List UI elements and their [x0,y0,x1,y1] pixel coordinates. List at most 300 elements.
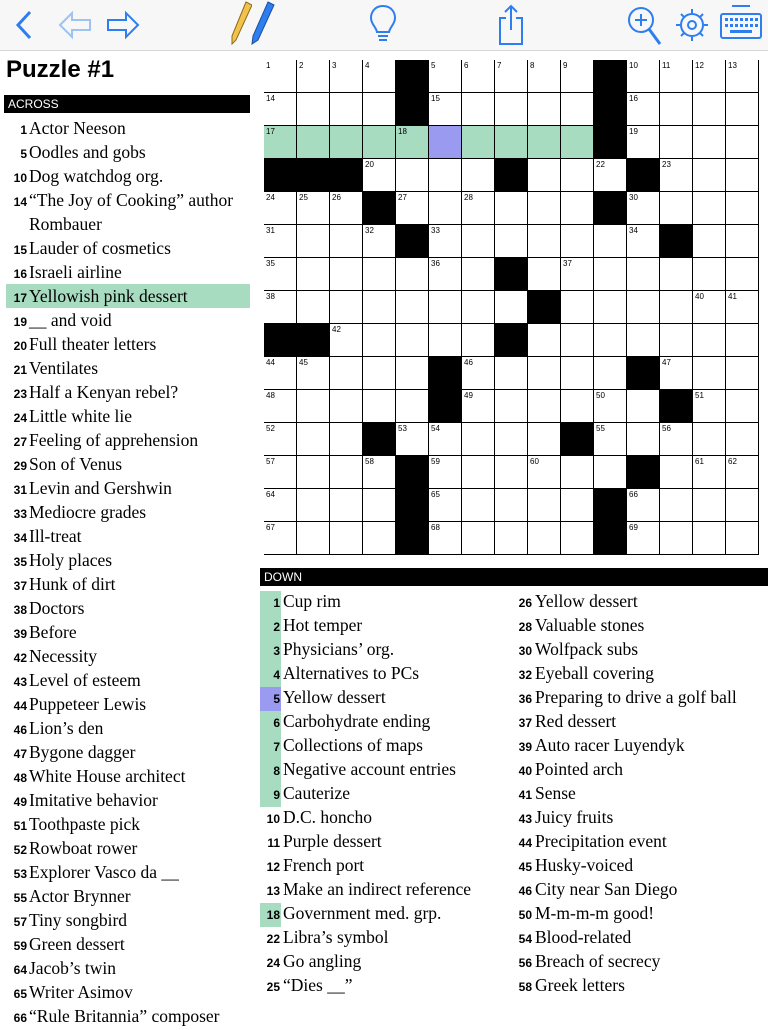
grid-cell[interactable] [330,357,363,390]
grid-cell[interactable] [660,357,693,390]
grid-cell[interactable] [627,423,660,456]
grid-cell[interactable] [660,192,693,225]
grid-cell[interactable] [264,126,297,159]
grid-cell[interactable] [693,423,726,456]
grid-cell[interactable] [726,357,759,390]
grid-cell[interactable] [429,324,462,357]
grid-cell[interactable] [561,126,594,159]
grid-cell[interactable] [396,126,429,159]
grid-cell[interactable] [561,192,594,225]
grid-cell[interactable] [462,522,495,555]
pen-icon[interactable] [244,0,276,50]
down-clue-58[interactable] [512,973,768,997]
across-clue-33[interactable] [6,500,250,524]
down-clue-8[interactable] [260,757,510,781]
grid-cell[interactable] [660,93,693,126]
grid-cell[interactable] [330,324,363,357]
grid-cell[interactable] [660,489,693,522]
grid-cell[interactable] [528,390,561,423]
across-clue-49[interactable] [6,788,250,812]
grid-cell[interactable] [462,456,495,489]
down-clue-24[interactable] [260,949,510,973]
across-clue-35[interactable] [6,548,250,572]
grid-cell[interactable] [429,225,462,258]
across-clue-64[interactable] [6,956,250,980]
redo-arrow-icon[interactable] [104,0,142,50]
grid-cell[interactable] [627,60,660,93]
down-clue-50[interactable] [512,901,768,925]
grid-cell[interactable] [561,390,594,423]
grid-cell[interactable] [594,357,627,390]
down-clue-46[interactable] [512,877,768,901]
grid-cell[interactable] [429,258,462,291]
grid-cell[interactable] [693,489,726,522]
across-clue-19[interactable] [6,308,250,332]
across-clue-51[interactable] [6,812,250,836]
grid-cell[interactable] [726,456,759,489]
down-clue-41[interactable] [512,781,768,805]
grid-cell[interactable] [297,126,330,159]
across-clue-23[interactable] [6,380,250,404]
down-clue-2[interactable] [260,613,510,637]
down-clue-7[interactable] [260,733,510,757]
grid-cell[interactable] [330,126,363,159]
grid-cell[interactable] [726,324,759,357]
grid-cell[interactable] [693,324,726,357]
grid-cell[interactable] [429,423,462,456]
grid-cell[interactable] [594,324,627,357]
across-clue-14[interactable] [6,188,250,236]
grid-cell[interactable] [462,390,495,423]
grid-cell[interactable] [264,423,297,456]
grid-cell[interactable] [330,456,363,489]
grid-cell[interactable] [561,258,594,291]
grid-cell[interactable] [330,93,363,126]
grid-cell[interactable] [594,291,627,324]
grid-cell[interactable] [627,225,660,258]
grid-cell[interactable] [528,522,561,555]
grid-cell[interactable] [693,456,726,489]
grid-cell[interactable] [264,60,297,93]
grid-cell[interactable] [462,60,495,93]
clue-number: 56 [518,956,532,970]
grid-cell[interactable] [627,126,660,159]
grid-cell[interactable] [396,390,429,423]
grid-cell[interactable] [495,60,528,93]
down-clue-13[interactable] [260,877,510,901]
across-clue-43[interactable] [6,668,250,692]
grid-cell[interactable] [627,390,660,423]
down-clue-44[interactable] [512,829,768,853]
grid-cell[interactable] [627,324,660,357]
grid-cell[interactable] [726,489,759,522]
grid-cell[interactable] [561,324,594,357]
grid-cell[interactable] [297,456,330,489]
cell-number: 15 [431,94,440,103]
block-cell [264,324,297,357]
across-clue-34[interactable] [6,524,250,548]
grid-cell[interactable] [429,291,462,324]
grid-cell[interactable] [297,291,330,324]
across-clue-29[interactable] [6,452,250,476]
grid-cell[interactable] [627,258,660,291]
grid-cell[interactable] [495,357,528,390]
grid-cell[interactable] [396,258,429,291]
grid-cell[interactable] [363,489,396,522]
clue-text: Make an indirect reference [283,879,472,899]
share-icon[interactable] [496,0,526,50]
grid-cell[interactable] [264,456,297,489]
grid-cell[interactable] [561,60,594,93]
across-clue-15[interactable] [6,236,250,260]
grid-cell[interactable] [726,390,759,423]
across-clue-55[interactable] [6,884,250,908]
grid-cell[interactable] [297,60,330,93]
hint-lightbulb-icon[interactable] [366,0,400,50]
across-clue-52[interactable] [6,836,250,860]
down-clue-9[interactable] [260,781,510,805]
grid-cell[interactable] [462,225,495,258]
grid-cell[interactable] [462,489,495,522]
grid-cell[interactable] [429,456,462,489]
clue-number: 47 [13,747,27,761]
grid-cell[interactable] [396,423,429,456]
grid-cell[interactable] [660,258,693,291]
grid-cell[interactable] [495,126,528,159]
cell-number: 19 [629,127,638,136]
across-clue-37[interactable] [6,572,250,596]
cell-number: 64 [266,490,275,499]
across-clue-1[interactable] [6,116,250,140]
down-clue-25[interactable] [260,973,510,997]
grid-cell[interactable] [363,93,396,126]
down-clue-28[interactable] [512,613,768,637]
grid-cell[interactable] [726,258,759,291]
grid-cell[interactable] [528,258,561,291]
across-clue-44[interactable] [6,692,250,716]
grid-cell[interactable] [693,357,726,390]
grid-cell[interactable] [561,522,594,555]
clue-text: Eyeball covering [535,663,655,683]
grid-cell[interactable] [429,522,462,555]
cell-number: 33 [431,226,440,235]
grid-cell[interactable] [264,357,297,390]
grid-cell[interactable] [396,192,429,225]
grid-cell[interactable] [726,93,759,126]
settings-gear-icon[interactable] [672,0,712,50]
grid-cell[interactable] [561,225,594,258]
grid-cell[interactable] [693,192,726,225]
across-clue-65[interactable] [6,980,250,1004]
grid-cell[interactable] [297,192,330,225]
grid-cell[interactable] [363,357,396,390]
grid-cell[interactable] [264,390,297,423]
grid-cell[interactable] [330,522,363,555]
grid-cell[interactable] [330,291,363,324]
grid-cell[interactable] [396,291,429,324]
grid-cell[interactable] [528,126,561,159]
down-clue-10[interactable] [260,805,510,829]
clue-text: Carbohydrate ending [283,711,431,731]
across-clue-47[interactable] [6,740,250,764]
grid-cell[interactable] [660,324,693,357]
grid-cell[interactable] [462,423,495,456]
grid-cell[interactable] [594,225,627,258]
clue-number: 1 [20,123,27,137]
down-clue-4[interactable] [260,661,510,685]
grid-cell[interactable] [297,423,330,456]
grid-cell[interactable] [297,522,330,555]
clue-text: Little white lie [29,406,133,426]
grid-cell[interactable] [660,522,693,555]
grid-cell[interactable] [594,456,627,489]
grid-cell[interactable] [495,423,528,456]
grid-cell[interactable] [462,93,495,126]
across-clue-24[interactable] [6,404,250,428]
grid-cell-cursor[interactable] [429,126,462,159]
cell-number: 50 [596,391,605,400]
grid-cell[interactable] [693,291,726,324]
grid-cell[interactable] [363,60,396,93]
grid-cell[interactable] [561,291,594,324]
grid-cell[interactable] [297,93,330,126]
clue-text: Libra’s symbol [283,927,389,947]
down-clue-45[interactable] [512,853,768,877]
across-clue-27[interactable] [6,428,250,452]
grid-cell[interactable] [594,390,627,423]
grid-cell[interactable] [594,258,627,291]
grid-cell[interactable] [495,489,528,522]
grid-cell[interactable] [363,456,396,489]
grid-cell[interactable] [495,390,528,423]
grid-cell[interactable] [660,291,693,324]
across-clue-59[interactable] [6,932,250,956]
grid-cell[interactable] [297,390,330,423]
grid-cell[interactable] [462,258,495,291]
grid-cell[interactable] [396,159,429,192]
grid-cell[interactable] [693,126,726,159]
grid-cell[interactable] [297,258,330,291]
zoom-icon[interactable] [624,0,664,50]
down-clue-6[interactable] [260,709,510,733]
grid-cell[interactable] [726,192,759,225]
grid-cell[interactable] [363,390,396,423]
grid-cell[interactable] [429,93,462,126]
grid-cell[interactable] [462,159,495,192]
grid-cell[interactable] [495,522,528,555]
grid-cell[interactable] [528,489,561,522]
grid-cell[interactable] [627,291,660,324]
grid-cell[interactable] [495,291,528,324]
down-clue-32[interactable] [512,661,768,685]
grid-cell[interactable] [264,522,297,555]
grid-cell[interactable] [528,192,561,225]
clue-number: 19 [13,315,27,329]
across-clue-48[interactable] [6,764,250,788]
grid-cell[interactable] [396,324,429,357]
clue-number: 1 [260,591,281,615]
clue-number: 33 [13,507,27,521]
grid-cell[interactable] [726,225,759,258]
grid-cell[interactable] [693,258,726,291]
grid-cell[interactable] [462,126,495,159]
grid-cell[interactable] [330,258,363,291]
across-clue-53[interactable] [6,860,250,884]
grid-cell[interactable] [693,390,726,423]
grid-cell[interactable] [627,522,660,555]
down-clue-56[interactable] [512,949,768,973]
grid-cell[interactable] [363,522,396,555]
grid-cell[interactable] [297,357,330,390]
across-clue-20[interactable] [6,332,250,356]
grid-cell[interactable] [462,357,495,390]
undo-arrow-icon[interactable] [56,0,94,50]
down-clue-5[interactable] [260,685,510,709]
grid-cell[interactable] [561,456,594,489]
grid-cell[interactable] [528,159,561,192]
grid-cell[interactable] [429,489,462,522]
grid-cell[interactable] [627,192,660,225]
grid-cell[interactable] [495,225,528,258]
grid-cell[interactable] [363,126,396,159]
grid-cell[interactable] [528,93,561,126]
grid-cell[interactable] [528,456,561,489]
grid-cell[interactable] [363,225,396,258]
down-clue-37[interactable] [512,709,768,733]
grid-cell[interactable] [594,159,627,192]
across-clue-66[interactable] [6,1004,250,1028]
grid-cell[interactable] [627,93,660,126]
grid-cell[interactable] [330,60,363,93]
down-clue-22[interactable] [260,925,510,949]
across-clue-10[interactable] [6,164,250,188]
grid-cell[interactable] [495,456,528,489]
across-clue-46[interactable] [6,716,250,740]
cell-number: 28 [464,193,473,202]
down-clue-43[interactable] [512,805,768,829]
grid-cell[interactable] [495,192,528,225]
grid-cell[interactable] [264,93,297,126]
down-clue-12[interactable] [260,853,510,877]
grid-cell[interactable] [297,489,330,522]
grid-cell[interactable] [462,192,495,225]
grid-cell[interactable] [627,489,660,522]
across-clue-39[interactable] [6,620,250,644]
grid-cell[interactable] [363,324,396,357]
grid-cell[interactable] [726,522,759,555]
grid-cell[interactable] [429,159,462,192]
down-clue-30[interactable] [512,637,768,661]
grid-cell[interactable] [693,225,726,258]
across-clue-16[interactable] [6,260,250,284]
down-clue-36[interactable] [512,685,768,709]
cell-number: 30 [629,193,638,202]
grid-cell[interactable] [396,357,429,390]
clue-number: 50 [518,908,532,922]
grid-cell[interactable] [660,159,693,192]
grid-cell[interactable] [693,60,726,93]
down-clue-18[interactable] [260,901,510,925]
grid-cell[interactable] [363,258,396,291]
grid-cell[interactable] [264,192,297,225]
grid-cell[interactable] [264,291,297,324]
across-clue-42[interactable] [6,644,250,668]
grid-cell[interactable] [726,423,759,456]
grid-cell[interactable] [561,489,594,522]
grid-cell[interactable] [264,225,297,258]
grid-cell[interactable] [264,258,297,291]
down-clue-54[interactable] [512,925,768,949]
across-clue-38[interactable] [6,596,250,620]
grid-cell[interactable] [561,159,594,192]
grid-cell[interactable] [330,423,363,456]
grid-cell[interactable] [330,225,363,258]
grid-cell[interactable] [726,159,759,192]
down-clue-26[interactable] [512,589,768,613]
grid-cell[interactable] [660,126,693,159]
across-clue-5[interactable] [6,140,250,164]
grid-cell[interactable] [330,390,363,423]
grid-cell[interactable] [528,225,561,258]
grid-cell[interactable] [561,93,594,126]
grid-cell[interactable] [660,456,693,489]
grid-cell[interactable] [726,291,759,324]
grid-cell[interactable] [429,60,462,93]
grid-cell[interactable] [528,357,561,390]
grid-cell[interactable] [528,60,561,93]
across-clue-21[interactable] [6,356,250,380]
down-clue-40[interactable] [512,757,768,781]
across-clue-17[interactable] [6,284,250,308]
grid-cell[interactable] [528,324,561,357]
down-clue-11[interactable] [260,829,510,853]
keyboard-icon[interactable] [718,0,764,50]
clue-number: 13 [266,884,280,898]
grid-cell[interactable] [693,522,726,555]
grid-cell[interactable] [726,60,759,93]
grid-cell[interactable] [594,423,627,456]
across-clue-57[interactable] [6,908,250,932]
grid-cell[interactable] [330,489,363,522]
grid-cell[interactable] [561,357,594,390]
grid-cell[interactable] [495,93,528,126]
block-cell [297,159,330,192]
cell-number: 8 [530,61,535,70]
grid-cell[interactable] [297,225,330,258]
grid-cell[interactable] [693,159,726,192]
cell-number: 54 [431,424,440,433]
grid-cell[interactable] [693,93,726,126]
grid-cell[interactable] [726,126,759,159]
clue-number: 5 [260,687,281,711]
grid-cell[interactable] [363,291,396,324]
down-clue-3[interactable] [260,637,510,661]
grid-cell[interactable] [429,192,462,225]
grid-cell[interactable] [528,423,561,456]
across-clue-31[interactable] [6,476,250,500]
down-clue-39[interactable] [512,733,768,757]
grid-cell[interactable] [462,291,495,324]
grid-cell[interactable] [462,324,495,357]
grid-cell[interactable] [660,60,693,93]
grid-cell[interactable] [330,192,363,225]
grid-cell[interactable] [264,489,297,522]
grid-cell[interactable] [660,423,693,456]
down-clue-1[interactable] [260,589,510,613]
grid-cell[interactable] [363,159,396,192]
back-chevron-icon[interactable] [8,0,38,50]
cell-number: 14 [266,94,275,103]
